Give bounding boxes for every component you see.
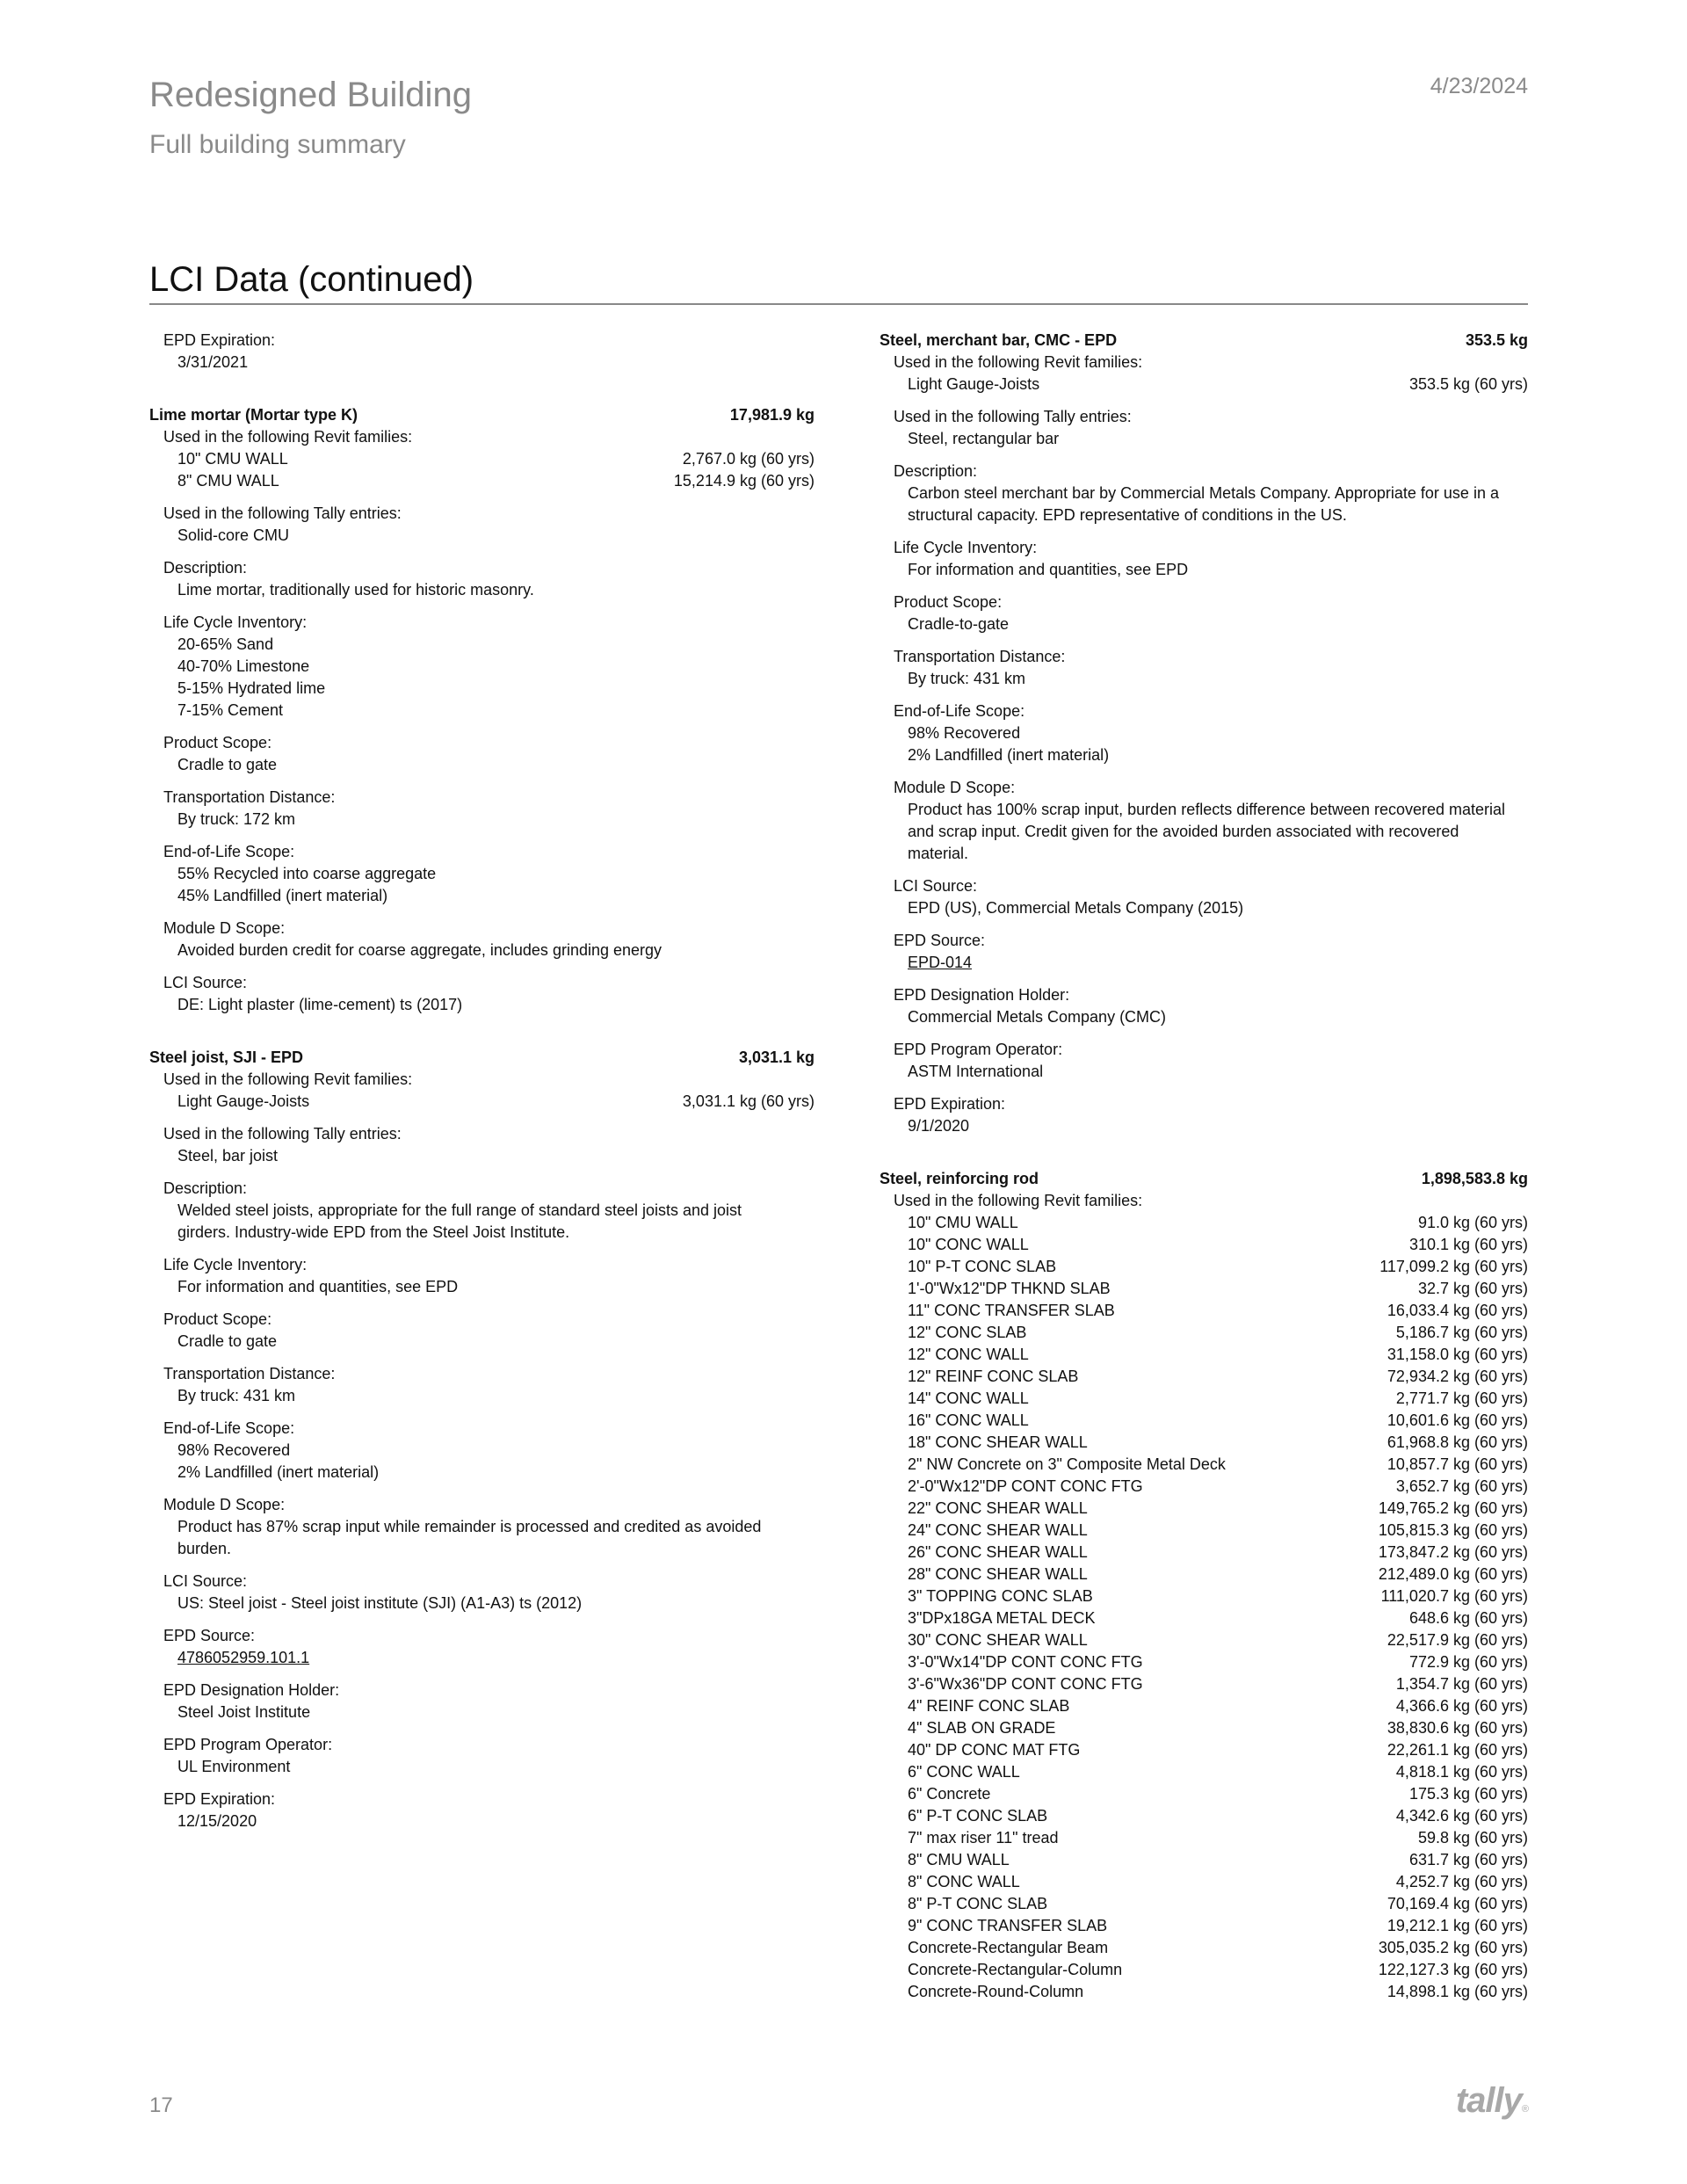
revit-family-row bbox=[880, 1322, 1528, 1344]
report-subtitle: Full building summary bbox=[149, 130, 406, 159]
field-value: For information and quantities, see EPD bbox=[177, 1278, 459, 1295]
revit-families-label: Used in the following Revit families: bbox=[894, 1192, 1143, 1209]
lci-field bbox=[880, 1039, 1528, 1083]
revit-family-amount: 4,818.1 kg (60 yrs) bbox=[1395, 1763, 1528, 1781]
tally-logo bbox=[1456, 2081, 1528, 2121]
lci-field bbox=[149, 1734, 815, 1778]
field-value: Carbon steel merchant bar by Commercial Metals Company. Appropriate for use in a bbox=[908, 484, 1499, 502]
lci-field bbox=[149, 612, 815, 722]
revit-family-row bbox=[880, 374, 1528, 395]
revit-family-row bbox=[880, 1629, 1528, 1651]
revit-family-name: 3"DPx18GA METAL DECK bbox=[908, 1609, 1096, 1627]
revit-family-row bbox=[880, 1717, 1528, 1739]
revit-family-amount: 3,652.7 kg (60 yrs) bbox=[1395, 1477, 1528, 1495]
revit-family-name: 6" CONC WALL bbox=[908, 1763, 1020, 1781]
logo-text: tally bbox=[1455, 2081, 1522, 2120]
lci-field bbox=[149, 503, 815, 547]
lci-field bbox=[880, 930, 1528, 974]
material-block bbox=[149, 404, 815, 1016]
revit-family-name: 16" CONC WALL bbox=[908, 1411, 1029, 1429]
revit-family-name: 3'-0"Wx14"DP CONT CONC FTG bbox=[908, 1653, 1143, 1671]
lci-field bbox=[880, 646, 1528, 690]
field-value: Welded steel joists, appropriate for the full range of standard steel joists and joist bbox=[177, 1201, 742, 1219]
field-value: Cradle to gate bbox=[177, 1332, 278, 1350]
revit-family-row bbox=[880, 1651, 1528, 1673]
revit-family-row bbox=[880, 1739, 1528, 1761]
revit-family-amount: 310.1 kg (60 yrs) bbox=[1408, 1236, 1528, 1253]
lci-field bbox=[149, 557, 815, 601]
field-value: EPD (US), Commercial Metals Company (2015) bbox=[908, 899, 1244, 917]
revit-family-amount: 111,020.7 kg (60 yrs) bbox=[1380, 1587, 1528, 1605]
lci-field bbox=[880, 984, 1528, 1028]
revit-family-name: 28" CONC SHEAR WALL bbox=[908, 1565, 1088, 1583]
revit-family-row bbox=[880, 1520, 1528, 1542]
field-value: material. bbox=[908, 845, 969, 862]
revit-family-amount: 38,830.6 kg (60 yrs) bbox=[1387, 1719, 1528, 1737]
field-value: 40-70% Limestone bbox=[177, 657, 310, 675]
revit-family-name: 12" REINF CONC SLAB bbox=[908, 1368, 1079, 1385]
field-label: EPD Source: bbox=[894, 932, 986, 949]
revit-family-amount: 4,366.6 kg (60 yrs) bbox=[1395, 1697, 1528, 1715]
field-value: Steel Joist Institute bbox=[177, 1703, 311, 1721]
material-name: Steel, merchant bar, CMC - EPD bbox=[880, 331, 1118, 349]
revit-family-name: 10" CMU WALL bbox=[177, 450, 288, 468]
field-value: structural capacity. EPD representative of conditions in the US. bbox=[908, 506, 1347, 524]
field-value: Product has 100% scrap input, burden reflects difference between recovered material bbox=[908, 801, 1506, 818]
field-label: Life Cycle Inventory: bbox=[163, 613, 308, 631]
revit-family-name: 18" CONC SHEAR WALL bbox=[908, 1433, 1088, 1451]
revit-family-row bbox=[880, 1585, 1528, 1607]
lci-field bbox=[149, 1625, 815, 1669]
field-value: US: Steel joist - Steel joist institute (SJI) (A1-A3) ts (2012) bbox=[177, 1594, 583, 1612]
revit-family-name: 22" CONC SHEAR WALL bbox=[908, 1499, 1088, 1517]
field-value: DE: Light plaster (lime-cement) ts (2017) bbox=[177, 996, 463, 1013]
field-label: End-of-Life Scope: bbox=[163, 843, 295, 860]
revit-family-row bbox=[880, 1673, 1528, 1695]
lci-field bbox=[149, 1789, 815, 1832]
lci-field bbox=[149, 972, 815, 1016]
revit-family-row bbox=[880, 1564, 1528, 1585]
revit-family-row bbox=[880, 1234, 1528, 1256]
field-label: Product Scope: bbox=[163, 1310, 272, 1328]
field-value: 2% Landfilled (inert material) bbox=[908, 746, 1110, 764]
field-value: By truck: 431 km bbox=[177, 1387, 296, 1404]
field-label: EPD Expiration: bbox=[894, 1095, 1006, 1113]
revit-family-name: Concrete-Round-Column bbox=[908, 1983, 1084, 2000]
field-label: Life Cycle Inventory: bbox=[163, 1256, 308, 1273]
revit-family-name: 14" CONC WALL bbox=[908, 1389, 1029, 1407]
revit-family-amount: 5,186.7 kg (60 yrs) bbox=[1395, 1324, 1528, 1341]
field-label: EPD Source: bbox=[163, 1627, 256, 1644]
revit-family-amount: 122,127.3 kg (60 yrs) bbox=[1378, 1961, 1528, 1978]
field-label: End-of-Life Scope: bbox=[163, 1419, 295, 1437]
field-label: LCI Source: bbox=[163, 974, 248, 991]
revit-family-name: 6" P-T CONC SLAB bbox=[908, 1807, 1048, 1825]
revit-family-name: 2" NW Concrete on 3" Composite Metal Deck bbox=[908, 1455, 1226, 1473]
revit-family-name: 10" CONC WALL bbox=[908, 1236, 1029, 1253]
field-label: Life Cycle Inventory: bbox=[894, 539, 1038, 556]
material-name: Steel, reinforcing rod bbox=[880, 1170, 1039, 1187]
field-label: Transportation Distance: bbox=[163, 788, 336, 806]
revit-family-amount: 772.9 kg (60 yrs) bbox=[1408, 1653, 1528, 1671]
field-label: Used in the following Tally entries: bbox=[163, 504, 402, 522]
revit-family-name: 8" CMU WALL bbox=[908, 1851, 1010, 1868]
revit-family-name: 24" CONC SHEAR WALL bbox=[908, 1521, 1088, 1539]
revit-family-amount: 32.7 kg (60 yrs) bbox=[1417, 1280, 1528, 1297]
lci-field bbox=[149, 1178, 815, 1244]
revit-family-name: 3'-6"Wx36"DP CONT CONC FTG bbox=[908, 1675, 1143, 1693]
lci-field bbox=[149, 1494, 815, 1560]
revit-family-row bbox=[149, 470, 815, 492]
revit-families bbox=[880, 1190, 1528, 2003]
revit-family-row bbox=[880, 1981, 1528, 2003]
revit-family-amount: 105,815.3 kg (60 yrs) bbox=[1378, 1521, 1528, 1539]
lci-field bbox=[149, 732, 815, 776]
field-label: Module D Scope: bbox=[163, 919, 286, 937]
revit-family-row bbox=[880, 1915, 1528, 1937]
lci-field bbox=[149, 1418, 815, 1484]
material-total: 353.5 kg bbox=[1465, 331, 1528, 349]
revit-family-name: 8" CONC WALL bbox=[908, 1873, 1020, 1890]
revit-family-amount: 10,601.6 kg (60 yrs) bbox=[1387, 1411, 1528, 1429]
material-header bbox=[149, 404, 815, 426]
revit-family-row bbox=[880, 1278, 1528, 1300]
page-number: 17 bbox=[149, 2093, 173, 2117]
revit-family-amount: 72,934.2 kg (60 yrs) bbox=[1387, 1368, 1528, 1385]
lci-field bbox=[880, 461, 1528, 526]
revit-family-name: Concrete-Rectangular Beam bbox=[908, 1939, 1109, 1956]
material-header bbox=[149, 1047, 815, 1069]
field-label: EPD Program Operator: bbox=[163, 1736, 333, 1753]
revit-family-amount: 175.3 kg (60 yrs) bbox=[1408, 1785, 1528, 1803]
revit-family-name: Light Gauge-Joists bbox=[177, 1092, 310, 1110]
field-label: EPD Designation Holder: bbox=[894, 986, 1070, 1004]
field-value: Product has 87% scrap input while remainder is processed and credited as avoided bbox=[177, 1518, 762, 1535]
revit-family-row bbox=[880, 1366, 1528, 1388]
revit-family-row bbox=[880, 1344, 1528, 1366]
field-label: EPD Expiration: bbox=[163, 1790, 276, 1808]
revit-family-amount: 16,033.4 kg (60 yrs) bbox=[1387, 1302, 1528, 1319]
field-value: burden. bbox=[177, 1540, 232, 1557]
section-divider bbox=[149, 303, 1528, 305]
revit-family-row bbox=[880, 1761, 1528, 1783]
lci-field bbox=[880, 406, 1528, 450]
revit-family-name: 1'-0"Wx12"DP THKND SLAB bbox=[908, 1280, 1111, 1297]
field-value: 2% Landfilled (inert material) bbox=[177, 1463, 380, 1481]
field-label: Product Scope: bbox=[163, 734, 272, 751]
field-label: LCI Source: bbox=[894, 877, 978, 895]
revit-family-amount: 212,489.0 kg (60 yrs) bbox=[1378, 1565, 1528, 1583]
revit-family-row bbox=[880, 1893, 1528, 1915]
field-label: Used in the following Tally entries: bbox=[894, 408, 1132, 425]
material-header bbox=[880, 330, 1528, 352]
field-label: EPD Expiration: bbox=[163, 331, 276, 349]
revit-family-row bbox=[880, 1871, 1528, 1893]
revit-families-label: Used in the following Revit families: bbox=[163, 428, 413, 446]
revit-family-amount: 10,857.7 kg (60 yrs) bbox=[1387, 1455, 1528, 1473]
revit-family-row bbox=[880, 1388, 1528, 1410]
revit-family-amount: 3,031.1 kg (60 yrs) bbox=[682, 1092, 815, 1110]
revit-family-amount: 22,261.1 kg (60 yrs) bbox=[1387, 1741, 1528, 1759]
revit-family-amount: 173,847.2 kg (60 yrs) bbox=[1378, 1543, 1528, 1561]
revit-family-name: 4" SLAB ON GRADE bbox=[908, 1719, 1056, 1737]
field-value: 9/1/2020 bbox=[908, 1117, 970, 1135]
revit-family-amount: 117,099.2 kg (60 yrs) bbox=[1379, 1258, 1528, 1275]
field-label: Product Scope: bbox=[894, 593, 1003, 611]
revit-family-name: 4" REINF CONC SLAB bbox=[908, 1697, 1070, 1715]
revit-family-row bbox=[880, 1454, 1528, 1476]
field-value: For information and quantities, see EPD bbox=[908, 561, 1189, 578]
revit-family-row bbox=[880, 1849, 1528, 1871]
revit-family-row bbox=[880, 1410, 1528, 1432]
field-value: 45% Landfilled (inert material) bbox=[177, 887, 388, 904]
field-value: Cradle-to-gate bbox=[908, 615, 1010, 633]
lci-field bbox=[149, 1123, 815, 1167]
revit-family-row bbox=[880, 1827, 1528, 1849]
revit-family-row bbox=[149, 1091, 815, 1113]
revit-family-amount: 31,158.0 kg (60 yrs) bbox=[1387, 1346, 1528, 1363]
revit-family-name: 12" CONC WALL bbox=[908, 1346, 1029, 1363]
revit-family-row bbox=[880, 1300, 1528, 1322]
field-value: Cradle to gate bbox=[177, 756, 278, 773]
revit-family-row bbox=[880, 1432, 1528, 1454]
field-value: By truck: 431 km bbox=[908, 670, 1026, 687]
revit-family-amount: 70,169.4 kg (60 yrs) bbox=[1387, 1895, 1528, 1912]
lci-field bbox=[149, 918, 815, 961]
revit-family-row bbox=[880, 1607, 1528, 1629]
revit-family-row bbox=[880, 1695, 1528, 1717]
right-column bbox=[880, 330, 1528, 2013]
lci-field bbox=[880, 1093, 1528, 1137]
revit-family-name: 10" P-T CONC SLAB bbox=[908, 1258, 1057, 1275]
revit-family-name: 7" max riser 11" tread bbox=[908, 1829, 1059, 1847]
lci-field bbox=[149, 1363, 815, 1407]
logo-registered-mark: ® bbox=[1521, 2104, 1528, 2115]
revit-families-label: Used in the following Revit families: bbox=[163, 1070, 413, 1088]
lci-field bbox=[149, 1309, 815, 1353]
field-label: Transportation Distance: bbox=[163, 1365, 336, 1382]
material-total: 3,031.1 kg bbox=[738, 1048, 815, 1066]
revit-family-name: 2'-0"Wx12"DP CONT CONC FTG bbox=[908, 1477, 1143, 1495]
revit-family-amount: 149,765.2 kg (60 yrs) bbox=[1378, 1499, 1528, 1517]
revit-family-amount: 2,767.0 kg (60 yrs) bbox=[682, 450, 815, 468]
revit-family-name: 6" Concrete bbox=[908, 1785, 991, 1803]
revit-family-amount: 353.5 kg (60 yrs) bbox=[1408, 375, 1528, 393]
revit-family-amount: 648.6 kg (60 yrs) bbox=[1408, 1609, 1528, 1627]
lci-field bbox=[149, 841, 815, 907]
revit-family-row bbox=[880, 1212, 1528, 1234]
field-value: Lime mortar, traditionally used for historic masonry. bbox=[177, 581, 534, 599]
section-title: LCI Data (continued) bbox=[149, 260, 474, 299]
revit-family-row bbox=[880, 1783, 1528, 1805]
revit-family-row bbox=[880, 1476, 1528, 1498]
field-value: ASTM International bbox=[908, 1063, 1044, 1080]
field-value: Solid-core CMU bbox=[177, 526, 290, 544]
lci-field bbox=[880, 700, 1528, 766]
field-value: UL Environment bbox=[177, 1758, 291, 1775]
field-label: EPD Program Operator: bbox=[894, 1041, 1063, 1058]
revit-family-row bbox=[880, 1498, 1528, 1520]
field-label: Description: bbox=[894, 462, 978, 480]
field-label: Description: bbox=[163, 1179, 248, 1197]
field-value: 98% Recovered bbox=[177, 1441, 291, 1459]
material-name: Lime mortar (Mortar type K) bbox=[149, 406, 358, 424]
left-column bbox=[149, 330, 815, 1843]
field-label: EPD Designation Holder: bbox=[163, 1681, 340, 1699]
field-value: 7-15% Cement bbox=[177, 701, 284, 719]
epd-source-link[interactable]: 4786052959.101.1 bbox=[177, 1649, 310, 1666]
revit-family-amount: 22,517.9 kg (60 yrs) bbox=[1387, 1631, 1528, 1649]
material-total: 1,898,583.8 kg bbox=[1421, 1170, 1528, 1187]
field-value: and scrap input. Credit given for the avoided burden associated with recovered bbox=[908, 823, 1459, 840]
revit-family-row bbox=[880, 1542, 1528, 1564]
revit-family-amount: 59.8 kg (60 yrs) bbox=[1417, 1829, 1528, 1847]
revit-families bbox=[149, 426, 815, 492]
revit-family-amount: 4,252.7 kg (60 yrs) bbox=[1395, 1873, 1528, 1890]
revit-family-amount: 91.0 kg (60 yrs) bbox=[1417, 1214, 1528, 1231]
revit-family-name: 12" CONC SLAB bbox=[908, 1324, 1027, 1341]
revit-family-amount: 4,342.6 kg (60 yrs) bbox=[1395, 1807, 1528, 1825]
revit-family-name: Concrete-Rectangular-Column bbox=[908, 1961, 1123, 1978]
field-value: 3/31/2021 bbox=[177, 353, 249, 371]
field-label: Description: bbox=[163, 559, 248, 577]
material-name: Steel joist, SJI - EPD bbox=[149, 1048, 304, 1066]
lci-field bbox=[149, 787, 815, 831]
revit-families bbox=[149, 1069, 815, 1113]
field-value: girders. Industry-wide EPD from the Steel Joist Institute. bbox=[177, 1223, 570, 1241]
revit-family-name: 26" CONC SHEAR WALL bbox=[908, 1543, 1088, 1561]
revit-families bbox=[880, 352, 1528, 395]
lci-field bbox=[880, 875, 1528, 919]
lci-field bbox=[149, 1680, 815, 1723]
revit-family-name: 11" CONC TRANSFER SLAB bbox=[908, 1302, 1115, 1319]
revit-family-row bbox=[880, 1256, 1528, 1278]
revit-family-row bbox=[880, 1937, 1528, 1959]
lci-field bbox=[149, 330, 815, 374]
field-label: Transportation Distance: bbox=[894, 648, 1066, 665]
material-block bbox=[149, 1047, 815, 1832]
lci-field bbox=[880, 537, 1528, 581]
field-label: Module D Scope: bbox=[163, 1496, 286, 1513]
lci-field bbox=[149, 1254, 815, 1298]
field-label: Module D Scope: bbox=[894, 779, 1016, 796]
lci-field bbox=[149, 1571, 815, 1614]
field-value: 55% Recycled into coarse aggregate bbox=[177, 865, 437, 882]
lci-field bbox=[880, 591, 1528, 635]
epd-source-link[interactable]: EPD-014 bbox=[908, 954, 973, 971]
field-value: 5-15% Hydrated lime bbox=[177, 679, 326, 697]
field-value: 20-65% Sand bbox=[177, 635, 274, 653]
revit-family-row bbox=[149, 448, 815, 470]
field-value: 12/15/2020 bbox=[177, 1812, 257, 1830]
field-label: End-of-Life Scope: bbox=[894, 702, 1025, 720]
field-value: Commercial Metals Company (CMC) bbox=[908, 1008, 1167, 1026]
revit-family-name: 3" TOPPING CONC SLAB bbox=[908, 1587, 1093, 1605]
revit-family-row bbox=[880, 1959, 1528, 1981]
revit-family-name: 30" CONC SHEAR WALL bbox=[908, 1631, 1088, 1649]
revit-family-name: 40" DP CONC MAT FTG bbox=[908, 1741, 1081, 1759]
revit-family-amount: 305,035.2 kg (60 yrs) bbox=[1378, 1939, 1528, 1956]
revit-family-amount: 631.7 kg (60 yrs) bbox=[1408, 1851, 1528, 1868]
revit-family-name: 10" CMU WALL bbox=[908, 1214, 1018, 1231]
field-value: Avoided burden credit for coarse aggregate, includes grinding energy bbox=[177, 941, 662, 959]
field-value: Steel, rectangular bar bbox=[908, 430, 1060, 447]
revit-family-name: 9" CONC TRANSFER SLAB bbox=[908, 1917, 1108, 1934]
field-value: By truck: 172 km bbox=[177, 810, 296, 828]
revit-families-label: Used in the following Revit families: bbox=[894, 353, 1143, 371]
revit-family-amount: 61,968.8 kg (60 yrs) bbox=[1387, 1433, 1528, 1451]
revit-family-amount: 1,354.7 kg (60 yrs) bbox=[1395, 1675, 1528, 1693]
field-value: 98% Recovered bbox=[908, 724, 1021, 742]
revit-family-amount: 2,771.7 kg (60 yrs) bbox=[1395, 1389, 1528, 1407]
revit-family-name: 8" P-T CONC SLAB bbox=[908, 1895, 1048, 1912]
material-header bbox=[880, 1168, 1528, 1190]
report-date: 4/23/2024 bbox=[1430, 74, 1528, 98]
revit-family-name: Light Gauge-Joists bbox=[908, 375, 1040, 393]
revit-family-amount: 14,898.1 kg (60 yrs) bbox=[1387, 1983, 1528, 2000]
material-block bbox=[880, 1168, 1528, 2003]
revit-family-name: 8" CMU WALL bbox=[177, 472, 279, 490]
revit-family-amount: 19,212.1 kg (60 yrs) bbox=[1387, 1917, 1528, 1934]
report-title: Redesigned Building bbox=[149, 76, 472, 114]
revit-family-row bbox=[880, 1805, 1528, 1827]
field-value: Steel, bar joist bbox=[177, 1147, 279, 1165]
lci-field bbox=[880, 777, 1528, 865]
material-total: 17,981.9 kg bbox=[729, 406, 815, 424]
revit-family-amount: 15,214.9 kg (60 yrs) bbox=[673, 472, 815, 490]
field-label: Used in the following Tally entries: bbox=[163, 1125, 402, 1143]
field-label: LCI Source: bbox=[163, 1572, 248, 1590]
material-block bbox=[880, 330, 1528, 1137]
